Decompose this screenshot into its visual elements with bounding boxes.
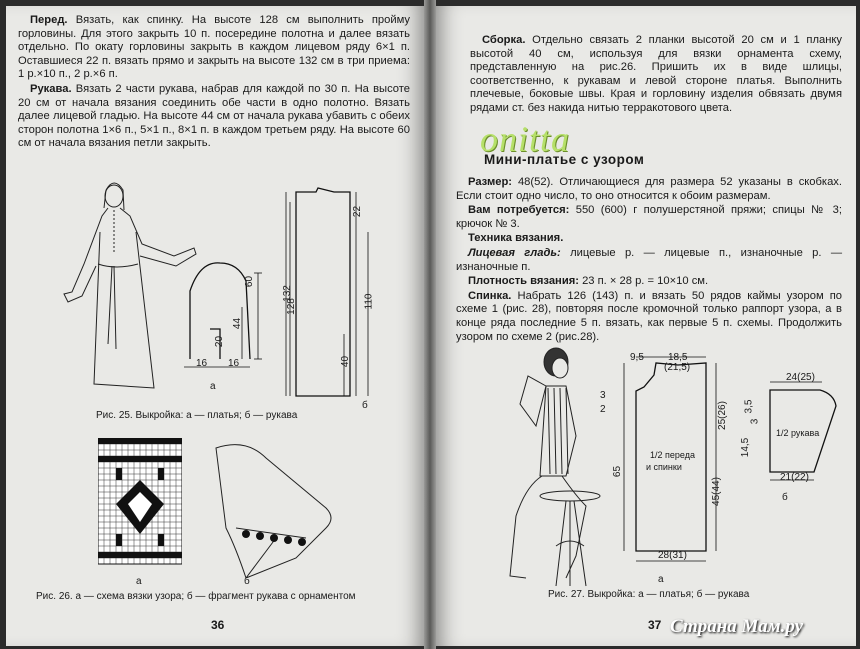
dim-sleeve-3: 3: [749, 418, 761, 425]
stockinette-text: лицевые р. — лицевые п., изнаночные р. — изнаночные п.: [456, 246, 843, 273]
dim-sleeve-60: 60: [244, 275, 256, 288]
front-text: Вязать, как спинку. На высоте 128 см выполнить пройму горловины. Для этого закрыть 10 п. посередине полотна и далее вязать отдельно. По окату горловины закрыть в каждом лицевом ряду 6×1 п. Оставшиеся 22 п. вязать прямо и закрыть на высоте 132 см в три приема: 1 р.×10 п., 2 р.×6 п.: [18, 14, 411, 81]
density-text: 23 п. × 28 р. = 10×10 см.: [582, 275, 709, 288]
sleeve-text: Вязать 2 части рукава, набрав для каждой по 30 п. На высоте 20 см от начала вязания соединить обе части в одно полотно. Вязать далее лицевой гладью. На высоте 44 см от начала рукава убавить с обеих сторон полотна 1×6 п., 5×1 п., 8×1 п. в каждом третьем ряду. На высоте 60 см от начала вязания петли закрыть.: [18, 82, 410, 150]
back-text: Набрать 126 (143) п. и вязать 50 рядов каймы узором по схеме 1 (рис. 28), повторяя после кромочной только раппорт узора, а в конце ряда последние 5 п. вязать, как первые 5 п. схемы. Продолжить узором по схеме 2 (рис.28).: [456, 289, 843, 343]
assembly-paragraph: [470, 34, 842, 117]
dim-dress-65: 65: [612, 465, 624, 478]
pattern-inner-text-2: и спинки: [646, 462, 682, 472]
woman-on-stool-illustration: [506, 346, 626, 596]
fig25-label-b: б: [362, 400, 368, 411]
dim-dress-28-31: 28(31): [658, 550, 687, 561]
dim-dress-21-5: (21,5): [664, 362, 691, 373]
left-page: [6, 6, 424, 646]
fig27-label-a: а: [658, 574, 664, 585]
section-title: Мини-платье с узором: [484, 152, 645, 167]
stockinette-label: Лицевая гладь:: [468, 246, 561, 259]
dim-dress-18-5: 18,5: [668, 352, 688, 363]
book-gutter: [424, 0, 436, 649]
sleeve-pattern-a: [180, 251, 270, 371]
density-label: Плотность вязания:: [468, 275, 579, 288]
back-label: Спинка.: [468, 289, 512, 302]
dim-sleeve-14-5: 14,5: [740, 437, 752, 458]
dim-dress-132: 132: [281, 285, 293, 302]
dim-sleeve-21-22: 21(22): [780, 472, 809, 483]
dim-sleeve-20: 20: [214, 335, 226, 348]
dim-dress-25-26: 25(26): [716, 401, 728, 430]
assembly-label: Сборка.: [482, 34, 526, 46]
fig26-label-b: б: [244, 576, 250, 587]
dim-dress-128: 128: [285, 298, 297, 315]
front-label: Перед.: [30, 14, 68, 26]
dim-sleeve-3-5: 3,5: [743, 399, 755, 414]
size-label: Размер:: [468, 176, 513, 188]
dim-dress-2: 2: [600, 404, 606, 415]
fig26-label-a: а: [136, 576, 142, 587]
needs-text: 550 (600) г полушерстяной пряжи; спицы № 3; крючок № 3.: [456, 204, 843, 230]
dim-dress-45-44: 45(44): [710, 477, 722, 506]
size-text: 48(52). Отличающиеся для размера 52 указаны в скобках. Если стоит одно число, то оно относится к обоим размерам.: [456, 176, 843, 202]
dim-dress-22: 22: [352, 205, 364, 218]
dim-dress-3: 3: [600, 390, 606, 401]
sleeve-inner-text: 1/2 рукава: [776, 428, 820, 438]
assembly-text: Отдельно связать 2 планки высотой 20 см и 1 планку высотой 40 см, используя для вязки орнамента схему, представленную на рис.26. Пришить их в виде шлицы, соответственно, к рукавам и левой стороне платья. Выполнить плечевые, боковые швы. Края и горловину изделия обвязать двумя рядами ст. без накида нитью терракотового цвета.: [470, 34, 842, 114]
dim-sleeve-24-25: 24(25): [786, 372, 815, 383]
sleeve-label: Рукава.: [30, 82, 72, 95]
pattern-inner-text-1: 1/2 переда: [650, 450, 695, 460]
mini-dress-pattern-a: [616, 351, 766, 571]
dress-pattern-b: [276, 184, 396, 404]
fig26-caption: Рис. 26. а — схема вязки узора; б — фрагмент рукава с орнаментом: [36, 591, 356, 602]
dim-dress-9-5: 9,5: [630, 352, 644, 363]
technique-label: Техника вязания.: [468, 232, 564, 245]
needs-label: Вам потребуется:: [468, 204, 570, 217]
right-page: [436, 6, 856, 646]
left-body-text: [18, 14, 410, 152]
dim-sleeve-16a: 16: [196, 358, 208, 369]
ornament-chart-grid: [98, 438, 182, 568]
onitta-logo: onitta: [480, 119, 571, 159]
fig25-caption: Рис. 25. Выкройка: а — платья; б — рукава: [96, 410, 298, 421]
dim-sleeve-44: 44: [232, 317, 244, 330]
dim-dress-40: 40: [340, 355, 352, 368]
site-watermark: Страна Мам.ру: [670, 616, 804, 637]
fig27-caption: Рис. 27. Выкройка: а — платья; б — рукава: [548, 589, 750, 600]
fig25-label-a: а: [210, 381, 216, 392]
left-page-number: 36: [211, 618, 225, 632]
right-page-number: 37: [648, 618, 662, 632]
right-body-text: [456, 176, 842, 345]
dim-dress-110: 110: [363, 293, 375, 310]
sleeve-fragment-illustration: [186, 438, 336, 588]
fig27-label-b: б: [782, 492, 788, 503]
dim-sleeve-16b: 16: [228, 358, 240, 369]
